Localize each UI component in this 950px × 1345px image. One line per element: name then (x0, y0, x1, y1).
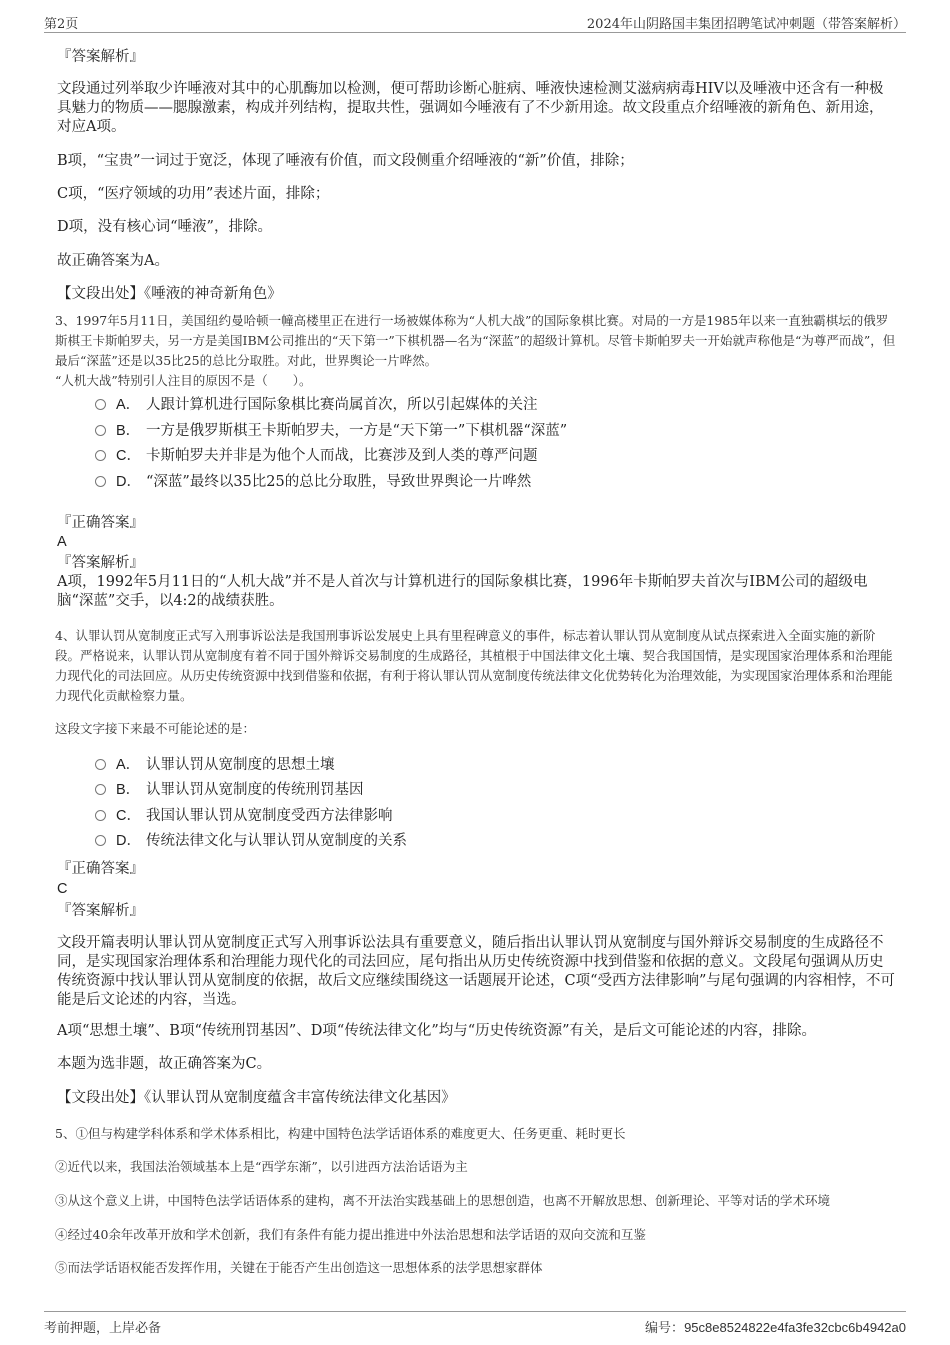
q4-option-d[interactable] (95, 832, 407, 851)
document-id-value: 95c8e8524822e4fa3fe32cbc6b4942a0 (684, 1320, 906, 1335)
option-text: 认罪认罚从宽制度的传统刑罚基因 (146, 782, 364, 798)
page-header (44, 12, 906, 33)
radio-button[interactable] (95, 835, 106, 846)
option-key: B． (116, 423, 141, 439)
q4-analysis-para2: A项“思想土壤”、B项“传统刑罚基因”、D项“传统法律文化”均与“历史传统资源”有关，是后文可能论述的内容，排除。 (57, 1023, 817, 1039)
option-key: C． (116, 448, 141, 464)
option-key: D． (116, 474, 141, 490)
q2-option-b-note: B项，“宝贵”一词过于宽泛，体现了唾液有价值，而文段侧重介绍唾液的“新”价值，排除； (57, 153, 634, 169)
q3-answer: A (57, 534, 67, 550)
q4-option-a[interactable] (95, 756, 335, 775)
q5-sentence-3: ③从这个意义上讲，中国特色法学话语体系的建构，离不开法治实践基础上的思想创造，也离不开解放思想、创新理论、平等对话的学术环境 (55, 1193, 831, 1208)
radio-button[interactable] (95, 759, 106, 770)
q3-answer-heading: 『正确答案』 (57, 515, 144, 531)
q4-stem: 4、认罪认罚从宽制度正式写入刑事诉讼法是我国刑事诉讼发展史上具有里程碑意义的事件，标志着认罪认罚从宽制度从试点探索进入全面实施的新阶段。严格说来，认罪认罚从宽制度有着不同于国外辩诉交易制度的生成路径，其植根于中国法律文化土壤、契合我国国情，是实现国家治理体系和治理能力现代化的司法回应。从历史传统资源中找到借鉴和依据，有利于将认罪认罚从宽制度传统法律文化优势转化为治理效能，为实现国家治理体系和治理能力现代化贡献检察力量。 (55, 628, 893, 703)
q2-option-c-note: C项，“医疗领域的功用”表述片面，排除； (57, 186, 330, 202)
document-id (645, 1317, 906, 1336)
option-key: B． (116, 782, 141, 798)
q4-answer-heading: 『正确答案』 (57, 861, 144, 877)
option-text: 人跟计算机进行国际象棋比赛尚属首次，所以引起媒体的关注 (146, 397, 538, 413)
option-text: 卡斯帕罗夫并非是为他个人而战，比赛涉及到人类的尊严问题 (146, 448, 538, 464)
q4-analysis: 文段开篇表明认罪认罚从宽制度正式写入刑事诉讼法具有重要意义，随后指出认罪认罚从宽制度与国外辩诉交易制度的生成路径不同，是实现国家治理体系和治理能力现代化的司法回应，尾句指出从历史传统资源中找到借鉴和依据的意义。文段尾句强调从历史传统资源中找认罪认罚从宽制度的依据，故后文应继续围绕这一话题展开论述，C项“受西方法律影响”与尾句强调的内容相悖，不可能是后文论述的内容，当选。 (57, 935, 895, 1008)
q2-option-d-note: D项，没有核心词“唾液”，排除。 (57, 219, 272, 235)
q4-conclusion: 本题为选非题，故正确答案为C。 (57, 1056, 272, 1072)
option-key: A． (116, 397, 141, 413)
page-number: 第2页 (44, 17, 79, 32)
option-text: 认罪认罚从宽制度的思想土壤 (146, 757, 335, 773)
q3-analysis-heading: 『答案解析』 (57, 555, 144, 571)
option-text: 传统法律文化与认罪认罚从宽制度的关系 (146, 833, 407, 849)
radio-button[interactable] (95, 399, 106, 410)
option-text: 我国认罪认罚从宽制度受西方法律影响 (146, 808, 393, 824)
q3-option-b[interactable] (95, 422, 567, 441)
q5-sentence-2: ②近代以来，我国法治领域基本上是“西学东渐”，以引进西方法治话语为主 (55, 1159, 468, 1174)
option-key: D． (116, 833, 141, 849)
q5-sentence-5: ⑤而法学话语权能否发挥作用，关键在于能否产生出创造这一思想体系的法学思想家群体 (55, 1260, 543, 1275)
q3-question: “人机大战”特别引人注目的原因不是（ ）。 (55, 373, 312, 388)
document-id-label: 编号： (645, 1321, 685, 1336)
q4-analysis-heading: 『答案解析』 (57, 903, 144, 919)
q4-option-c[interactable] (95, 807, 393, 826)
option-key: A． (116, 757, 141, 773)
q4-source: 【文段出处】《认罪认罚从宽制度蕴含丰富传统法律文化基因》 (57, 1090, 456, 1106)
radio-button[interactable] (95, 425, 106, 436)
document-title: 2024年山阴路国丰集团招聘笔试冲刺题（带答案解析） (586, 17, 906, 32)
q2-source: 【文段出处】《唾液的神奇新角色》 (57, 286, 282, 302)
q2-conclusion: 故正确答案为A。 (57, 253, 169, 269)
q5-sentence-4: ④经过40余年改革开放和学术创新，我们有条件有能力提出推进中外法治思想和法学话语的双向交流和互鉴 (55, 1227, 646, 1242)
radio-button[interactable] (95, 450, 106, 461)
q3-option-d[interactable] (95, 473, 531, 492)
q3-option-c[interactable] (95, 447, 538, 466)
footer-slogan: 考前押题，上岸必备 (44, 1321, 162, 1336)
q3-stem: 3、1997年5月11日，美国纽约曼哈顿一幢高楼里正在进行一场被媒体称为“人机大战”的国际象棋比赛。对局的一方是1985年以来一直独霸棋坛的俄罗斯棋王卡斯帕罗夫，另一方是美国IBM公司推出的“天下第一”下棋机器—名为“深蓝”的超级计算机。尽管卡斯帕罗夫一开始就声称他是“为尊严而战”，但最后“深蓝”还是以35比25的总比分取胜。对此，世界舆论一片哗然。 (55, 313, 896, 368)
radio-button[interactable] (95, 476, 106, 487)
q3-option-a[interactable] (95, 396, 538, 415)
option-key: C． (116, 808, 141, 824)
page-footer (44, 1311, 906, 1338)
radio-button[interactable] (95, 784, 106, 795)
radio-button[interactable] (95, 810, 106, 821)
option-text: “深蓝”最终以35比25的总比分取胜，导致世界舆论一片哗然 (146, 474, 532, 490)
q4-question: 这段文字接下来最不可能论述的是： (55, 721, 256, 736)
q3-analysis: A项，1992年5月11日的“人机大战”并不是人首次与计算机进行的国际象棋比赛，1996年卡斯帕罗夫首次与IBM公司的超级电脑“深蓝”交手，以4:2的战绩获胜。 (57, 574, 868, 609)
q2-analysis-para: 文段通过列举取少许唾液对其中的心肌酶加以检测，便可帮助诊断心脏病、唾液快速检测艾滋病病毒HIV以及唾液中还含有一种极具魅力的物质——腮腺激素，构成并列结构，提取共性，强调如今唾液有了不少新用途。故文段重点介绍唾液的新角色、新用途，对应A项。 (57, 81, 884, 135)
option-text: 一方是俄罗斯棋王卡斯帕罗夫，一方是“天下第一”下棋机器“深蓝” (146, 423, 568, 439)
q4-answer: C (57, 881, 68, 897)
q4-option-b[interactable] (95, 781, 364, 800)
q2-analysis-heading: 『答案解析』 (57, 49, 144, 65)
q5-sentence-1: 5、①但与构建学科体系和学术体系相比，构建中国特色法学话语体系的难度更大、任务更重、耗时更长 (55, 1126, 626, 1141)
